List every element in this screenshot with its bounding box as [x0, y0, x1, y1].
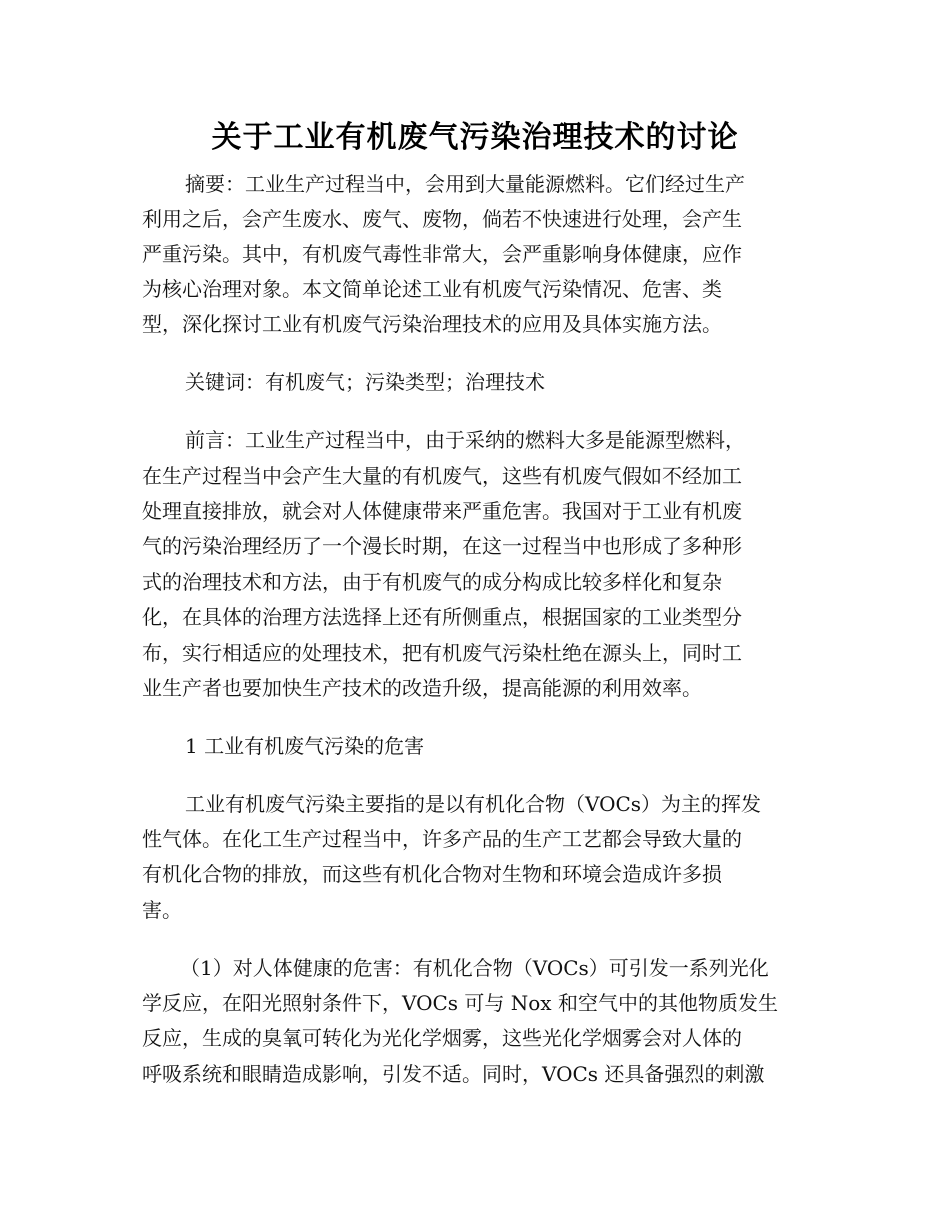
- section-heading: 1 工业有机废气污染的危害: [185, 734, 425, 758]
- preface-line: 布，实行相适应的处理技术，把有机废气污染杜绝在源头上，同时工: [142, 641, 742, 665]
- document-title: 关于工业有机废气污染治理技术的讨论: [211, 120, 739, 155]
- abstract-line: 利用之后，会产生废水、废气、废物，倘若不快速进行处理，会产生: [142, 207, 742, 231]
- abstract-line: 型，深化探讨工业有机废气污染治理技术的应用及具体实施方法。: [142, 312, 722, 336]
- abstract-line: 摘要：工业生产过程当中，会用到大量能源燃料。它们经过生产: [185, 172, 745, 196]
- item1-line: （1）对人体健康的危害：有机化合物（VOCs）可引发一系列光化: [180, 956, 769, 980]
- preface-line: 气的污染治理经历了一个漫长时期，在这一过程当中也形成了多种形: [142, 534, 742, 558]
- preface-line: 在生产过程当中会产生大量的有机废气，这些有机废气假如不经加工: [142, 464, 742, 488]
- keywords-line: 关键词：有机废气；污染类型；治理技术: [185, 370, 545, 394]
- abstract-line: 为核心治理对象。本文简单论述工业有机废气污染情况、危害、类: [142, 277, 722, 301]
- item1-line: 呼吸系统和眼睛造成影响，引发不适。同时，VOCs 还具备强烈的刺激: [142, 1062, 765, 1086]
- preface-line: 前言：工业生产过程当中，由于采纳的燃料大多是能源型燃料，: [185, 428, 745, 452]
- abstract-line: 严重污染。其中，有机废气毒性非常大，会严重影响身体健康，应作: [142, 242, 742, 266]
- preface-line: 业生产者也要加快生产技术的改造升级，提高能源的利用效率。: [142, 676, 702, 700]
- section1-line: 有机化合物的排放，而这些有机化合物对生物和环境会造成许多损: [142, 862, 722, 886]
- preface-line: 式的治理技术和方法，由于有机废气的成分构成比较多样化和复杂: [142, 570, 722, 594]
- section1-line: 工业有机废气污染主要指的是以有机化合物（VOCs）为主的挥发: [185, 792, 762, 816]
- item1-line: 反应，生成的臭氧可转化为光化学烟雾，这些光化学烟雾会对人体的: [142, 1026, 742, 1050]
- preface-line: 化，在具体的治理方法选择上还有所侧重点，根据国家的工业类型分: [142, 605, 742, 629]
- section1-line: 性气体。在化工生产过程当中，许多产品的生产工艺都会导致大量的: [142, 827, 742, 851]
- preface-line: 处理直接排放，就会对人体健康带来严重危害。我国对于工业有机废: [142, 499, 742, 523]
- section1-line: 害。: [142, 898, 182, 922]
- item1-line: 学反应，在阳光照射条件下，VOCs 可与 Nox 和空气中的其他物质发生: [142, 991, 778, 1015]
